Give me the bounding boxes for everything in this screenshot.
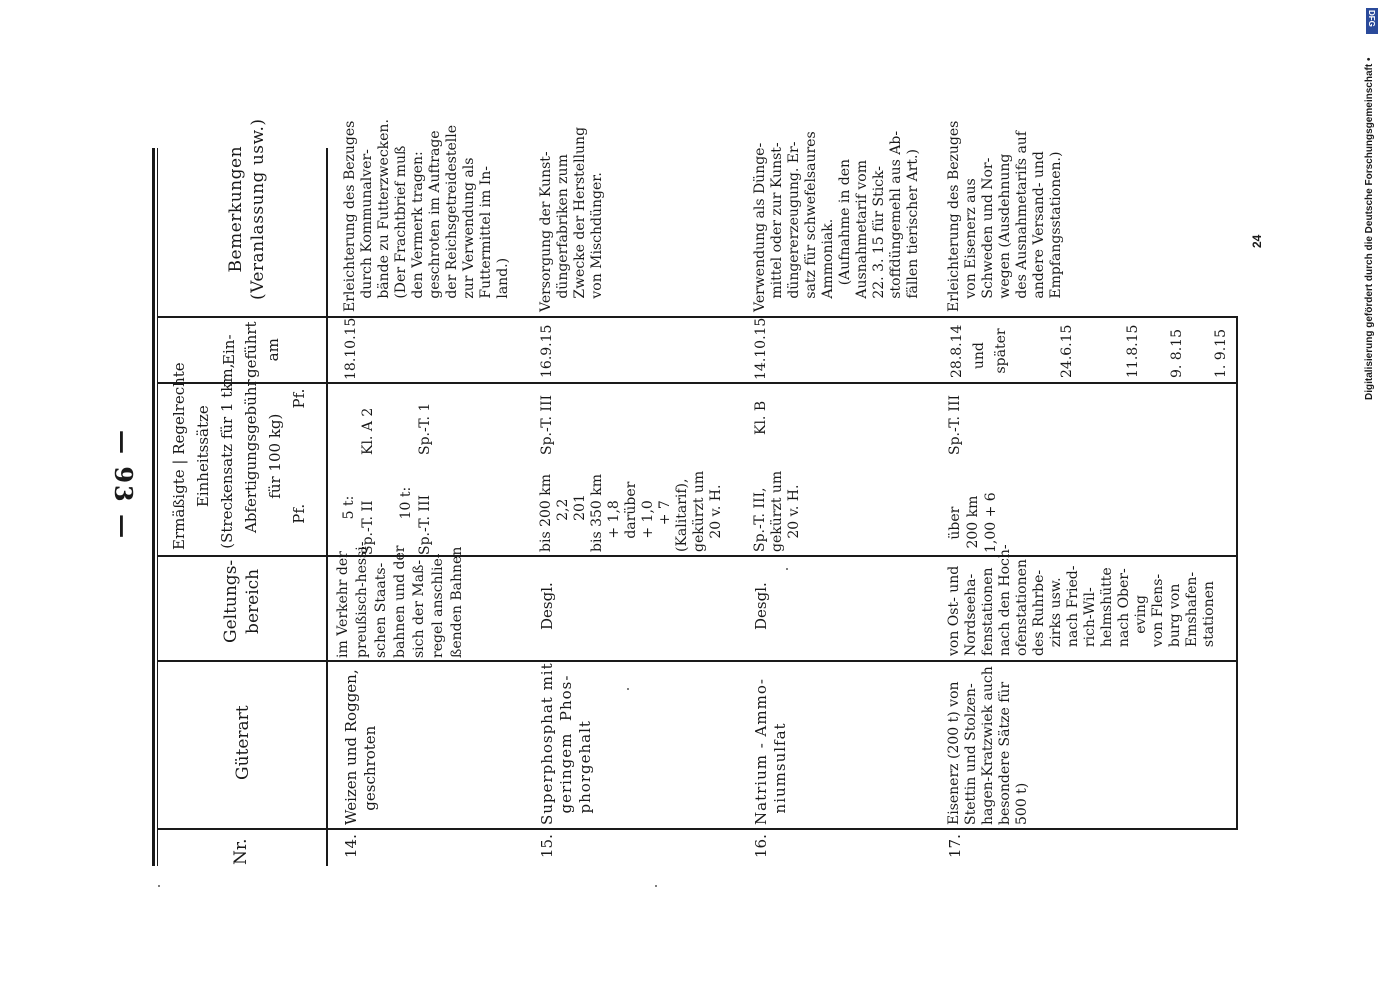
row-14-regelrecht-text: Kl. A 2 Sp.-T. 1 xyxy=(360,402,433,455)
scan-speck xyxy=(627,688,629,690)
row-15-eingefuehrt xyxy=(538,320,558,380)
row-16-geltungsbereich xyxy=(752,580,772,640)
row-17-gueterart xyxy=(946,665,1046,825)
scan-speck xyxy=(786,568,788,570)
row-15-bemerkungen-text: Versorgung der Kunst- düngerfabriken zum Zwecke der Herstellung von Mischdünger. xyxy=(538,126,605,312)
row-14-regelrecht xyxy=(340,385,440,463)
header-nr-text: Nr. xyxy=(231,838,251,865)
row-14-ermaessigt xyxy=(340,465,440,555)
row-15-nr xyxy=(538,830,558,860)
row-14-geltungsbereich-text: im Verkehr der preußisch-hessi- schen Staats- bahnen und der sich der Maß- regel anschlie- ßenden Bahnen xyxy=(335,541,465,658)
row-17-regelrecht-text: Sp.-T. III xyxy=(947,394,963,455)
row-15-gueterart-text: Superphosphat mit geringem Phos- phorgehalt xyxy=(538,662,594,825)
row-16-regelrecht xyxy=(752,385,772,463)
row-17-bemerkungen-text: Erleichterung des Bezuges von Eisenerz aus Schweden und Nor- wegen (Ausdehnung des Ausnahmetarifs auf andere Versand- und Empfangsstationen.) xyxy=(946,120,1064,312)
row-15-regelrecht xyxy=(538,385,558,463)
header-bottom-rule xyxy=(326,148,328,866)
page-number-text: — 93 — xyxy=(109,430,138,541)
row-15-geltungsbereich-text: Desgl. xyxy=(538,582,556,630)
row-17-ermaessigt xyxy=(946,465,1006,555)
page-number xyxy=(108,430,148,580)
row-15-ermaessigt xyxy=(538,460,738,555)
folio-number-text: 24 xyxy=(1250,234,1264,248)
header-gueterart-text: Güterart xyxy=(233,705,253,780)
row-16-ermaessigt xyxy=(752,460,812,555)
row-14-nr xyxy=(342,830,362,860)
header-eingefuehrt xyxy=(210,322,290,380)
header-nr xyxy=(200,835,300,865)
folio-number xyxy=(1248,230,1268,250)
row-16-ermaessigt-text: Sp.-T. III, gekürzt um 20 v. H. xyxy=(752,470,802,552)
row-14-eingefuehrt-text: 18.10.15 xyxy=(343,317,359,380)
row-15-geltungsbereich xyxy=(538,580,558,640)
row-16-nr-text: 16. xyxy=(752,834,770,858)
header-eingefuehrt-text: Ein- geführt am xyxy=(220,321,282,378)
row-14-bemerkungen-text: Erleichterung des Bezuges durch Kommunalver- bände zu Futterzwecken. (Der Frachtbrief muß den Vermerk tragen: geschroten im Auftrage der Reichsgetreidestelle zur Verwendung als Futtermittel im In- land.) xyxy=(342,119,511,312)
dfg-logo xyxy=(1366,8,1378,34)
scan-speck xyxy=(158,885,160,887)
header-geltungsbereich-text: Geltungs- bereich xyxy=(221,559,263,643)
row-17-ermaessigt-text: über 200 km 1,00 + 6 xyxy=(947,492,999,553)
row-16-nr xyxy=(752,830,772,860)
header-einheitssaetze-text: Ermäßigte | Regelrechte Einheitssätze (Streckensatz für 1 tkm, Abfertigungsgebühr für 100 kg) Pf. Pf. xyxy=(170,362,308,550)
row-14-geltungsbereich xyxy=(330,541,470,658)
row-14-eingefuehrt xyxy=(342,317,362,380)
digitization-note xyxy=(1362,20,1382,400)
row-15-nr-text: 15. xyxy=(538,834,556,858)
row-14-nr-text: 14. xyxy=(342,834,360,858)
row-14-bemerkungen xyxy=(342,119,532,314)
header-einheitssaetze xyxy=(165,362,325,553)
col-sep-eingefuehrt xyxy=(158,382,1238,384)
row-17-bemerkungen xyxy=(946,120,1076,314)
row-17-geltungsbereich-text: von Ost- und Nordseeha- fenstationen nach den Hoch- ofenstationen des Ruhrbe- zirks usw. nach Fried- rich-Wil- helmshütte nach Ober- eving von Flens- burg von Emshafen- stationen xyxy=(946,544,1217,656)
row-16-gueterart-text: Natrium - Ammo- niumsulfat xyxy=(752,678,789,825)
col-sep-geltungsbereich xyxy=(158,660,1238,662)
row-15-gueterart xyxy=(538,662,598,825)
row-17-regelrecht xyxy=(946,385,966,463)
row-16-bemerkungen xyxy=(752,130,932,314)
digitization-note-text: Digitalisierung gefördert durch die Deutsche Forschungsgemeinschaft • xyxy=(1364,57,1375,400)
table-top-rule xyxy=(152,148,155,866)
row-15-ermaessigt-text: bis 200 km 2,2 201 bis 350 km + 1,8 darüber + 1,0 + 7 (Kalitarif), gekürzt um 20 v. H. xyxy=(538,470,724,552)
row-14-ermaessigt-text: 5 t: Sp.-T. II 10 t: Sp.-T. III xyxy=(341,486,433,555)
row-16-eingefuehrt xyxy=(752,317,772,380)
row-17-geltungsbereich xyxy=(946,544,1226,658)
table-bottom-rule xyxy=(1236,316,1238,828)
row-17-eingefuehrt-text: 28.8.14 und später 24.6.15 11.8.15 9. 8.15 1. 9.15 xyxy=(949,324,1229,378)
header-gueterart xyxy=(220,670,280,820)
row-14-gueterart-text: Weizen und Roggen, geschroten xyxy=(342,669,379,825)
table-top-rule-thin xyxy=(157,148,158,866)
row-17-nr-text: 17. xyxy=(946,834,964,858)
row-15-regelrecht-text: Sp.-T. III xyxy=(539,394,555,455)
scan-speck xyxy=(655,885,657,887)
row-16-eingefuehrt-text: 14.10.15 xyxy=(753,317,769,380)
header-bemerkungen-text: Bemerkungen (Veranlassung usw.) xyxy=(226,118,268,300)
col-sep-gueterart xyxy=(158,828,1238,830)
row-17-eingefuehrt xyxy=(946,320,1229,380)
row-15-eingefuehrt-text: 16.9.15 xyxy=(539,324,555,378)
row-15-bemerkungen xyxy=(538,126,618,314)
row-17-nr xyxy=(946,830,966,860)
row-16-regelrecht-text: Kl. B xyxy=(753,400,769,435)
col-sep-bemerkungen xyxy=(158,316,1238,318)
row-17-gueterart-text: Eisenerz (200 t) von Stettin und Stolzen- hagen-Kratzwiek auch besondere Sätze für 500 t) xyxy=(946,666,1030,825)
header-geltungsbereich xyxy=(210,559,290,655)
header-bemerkungen xyxy=(215,118,295,310)
row-16-geltungsbereich-text: Desgl. xyxy=(752,582,770,630)
row-14-gueterart xyxy=(342,665,382,825)
row-16-bemerkungen-text: Verwendung als Dünge- mittel oder zur Kunst- düngererzeugung. Er- satz für schwefelsaures Ammoniak. (Aufnahme in den Ausnahmetarif vom 22. 3. 15 für Stick- stoffdüngemehl aus Ab- fällen tierischer Art.) xyxy=(752,130,921,312)
row-16-gueterart xyxy=(752,665,792,825)
dfg-logo-text: DFG xyxy=(1367,10,1376,27)
